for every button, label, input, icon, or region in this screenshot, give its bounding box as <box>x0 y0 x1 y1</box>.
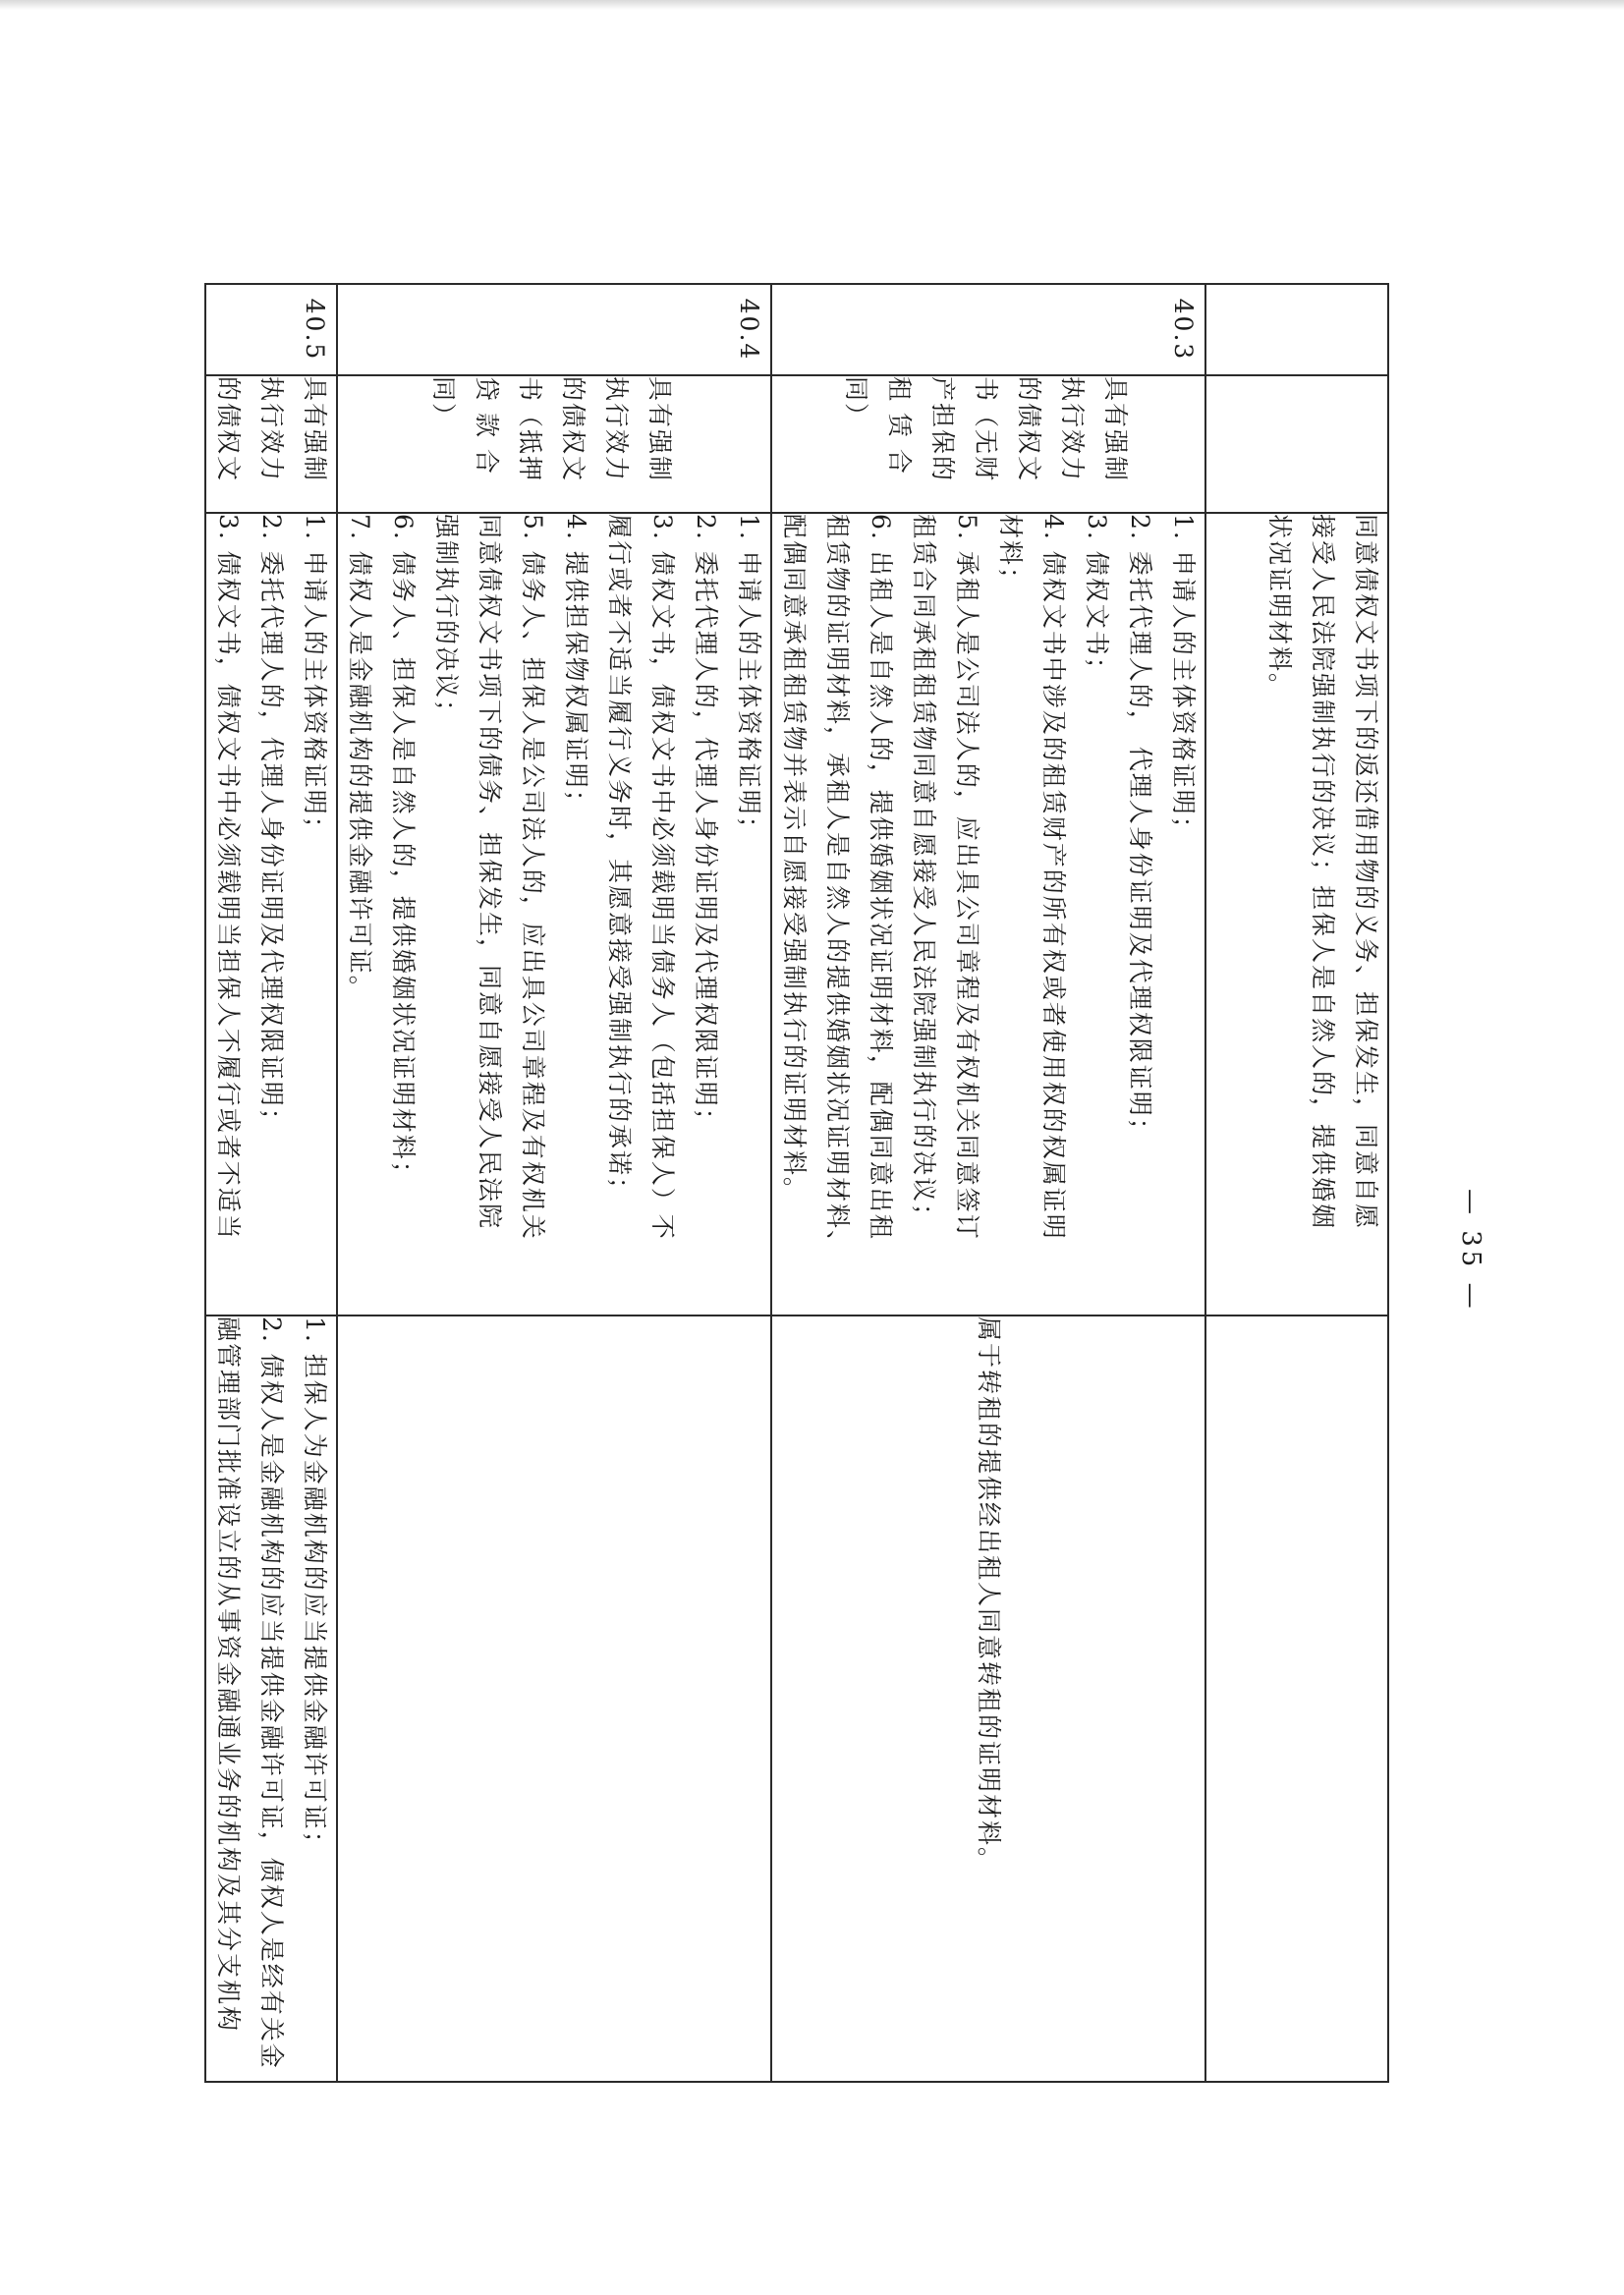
type-line: 具有强制 <box>645 376 674 483</box>
note-line: 1. 担保人为金融机构的应当提供金融许可证； <box>301 1316 329 1858</box>
table-row-continuation <box>1205 284 1388 2082</box>
type-line: 的债权文 <box>214 376 243 483</box>
table-row-40-4 <box>337 284 771 2082</box>
type-line: 产担保的 <box>928 376 957 483</box>
type-line: 具有强制 <box>301 376 329 483</box>
material-line: 配偶同意承租租赁物并表示自愿接受强制执行的证明材料。 <box>780 514 809 1204</box>
type-line: 具有强制 <box>1101 376 1130 483</box>
notes-cell <box>1205 1315 1388 2082</box>
row-number: 40.5 <box>205 284 337 375</box>
material-line: 材料； <box>996 514 1025 594</box>
material-line: 2. 委托代理人的，代理人身份证明及代理权限证明； <box>257 514 286 1135</box>
type-line: 执行效力 <box>602 376 631 483</box>
material-line: 7. 债权人是金融机构的提供金融许可证。 <box>346 514 374 1002</box>
notes-cell <box>771 1315 1205 2082</box>
note-line: 属于转租的提供经出租人同意转租的证明材料。 <box>975 1316 1003 1875</box>
note-line: 融管理部门批准设立的从事资金融通业务的机构及其分支机构 <box>214 1316 243 2034</box>
table-row-40-5 <box>205 284 337 2082</box>
rotated-table-container <box>214 283 1389 2081</box>
type-line: 书（抵押 <box>516 376 544 483</box>
material-line: 5. 债务人、担保人是公司法人的，应出具公司章程及有权机关 <box>519 514 547 1241</box>
page-number: — 35 — <box>1456 1189 1485 1313</box>
material-line: 4. 债权文书中涉及的租赁财产的所有权或者使用权的权属证明 <box>1039 514 1068 1241</box>
type-line: 的债权文 <box>559 376 588 483</box>
material-line: 6. 出租人是自然人的，提供婚姻状况证明材料，配偶同意出租 <box>867 514 895 1241</box>
material-line: 2. 委托代理人的，代理人身份证明及代理权限证明； <box>692 514 720 1135</box>
material-line: 3. 债权文书； <box>1083 514 1111 684</box>
material-line: 1. 申请人的主体资格证明； <box>735 514 763 843</box>
materials-cell <box>771 513 1205 1315</box>
material-line: 5. 承租人是公司法人的，应出具公司章程及有权机关同意签订 <box>953 514 981 1241</box>
table-row-40-3 <box>771 284 1205 2082</box>
material-line: 同意债权文书项下的债务、担保发生，同意自愿接受人民法院 <box>476 514 504 1231</box>
scan-top-edge <box>0 0 1624 10</box>
document-type-cell <box>337 375 771 513</box>
row-number: 40.4 <box>337 284 771 375</box>
material-line: 履行或者不适当履行义务时，其愿意接受强制执行的承诺； <box>605 514 634 1204</box>
material-line: 同意债权文书项下的返还借用物的义务、担保发生，同意自愿 <box>1352 514 1380 1231</box>
material-line: 2. 委托代理人的， 代理人身份证明及代理权限证明； <box>1126 514 1154 1145</box>
type-line: 同） <box>429 376 458 430</box>
type-line: 的债权文 <box>1015 376 1043 483</box>
note-line: 2. 债权人是金融机构的应当提供金融许可证，债权人是经有关金 <box>257 1316 286 2070</box>
material-line: 租赁合同承租租赁物同意自愿接受人民法院强制执行的决议； <box>910 514 938 1231</box>
type-line: 书（无财 <box>972 376 1000 483</box>
type-line: 贷 款 合 <box>473 376 501 476</box>
document-type-cell <box>1205 375 1388 513</box>
materials-cell <box>205 513 337 1315</box>
notes-cell <box>205 1315 337 2082</box>
materials-cell <box>1205 513 1388 1315</box>
type-line: 执行效力 <box>257 376 286 483</box>
type-line: 执行效力 <box>1058 376 1087 483</box>
requirements-table <box>204 283 1389 2083</box>
document-type-cell <box>771 375 1205 513</box>
material-line: 1. 申请人的主体资格证明； <box>1169 514 1198 843</box>
type-line: 同） <box>842 376 870 430</box>
material-line: 租赁物的证明材料，承租人是自然人的提供婚姻状况证明材料、 <box>823 514 852 1258</box>
material-line: 4. 提供担保物权属证明； <box>562 514 590 816</box>
row-number <box>1205 284 1388 375</box>
materials-cell <box>337 513 771 1315</box>
material-line: 强制执行的决议； <box>432 514 461 727</box>
type-line: 租 赁 合 <box>885 376 914 476</box>
material-line: 6. 债务人、担保人是自然人的，提供婚姻状况证明材料； <box>389 514 418 1188</box>
material-line: 3. 债权文书，债权文书中必须载明当担保人不履行或者不适当 <box>214 514 243 1241</box>
row-number: 40.3 <box>771 284 1205 375</box>
material-line: 状况证明材料。 <box>1265 514 1294 700</box>
document-type-cell <box>205 375 337 513</box>
material-line: 接受人民法院强制执行的决议；担保人是自然人的，提供婚姻 <box>1309 514 1337 1231</box>
material-line: 3. 债权文书，债权文书中必须载明当债务人（包括担保人）不 <box>648 514 677 1241</box>
material-line: 1. 申请人的主体资格证明； <box>301 514 329 843</box>
notes-cell <box>337 1315 771 2082</box>
